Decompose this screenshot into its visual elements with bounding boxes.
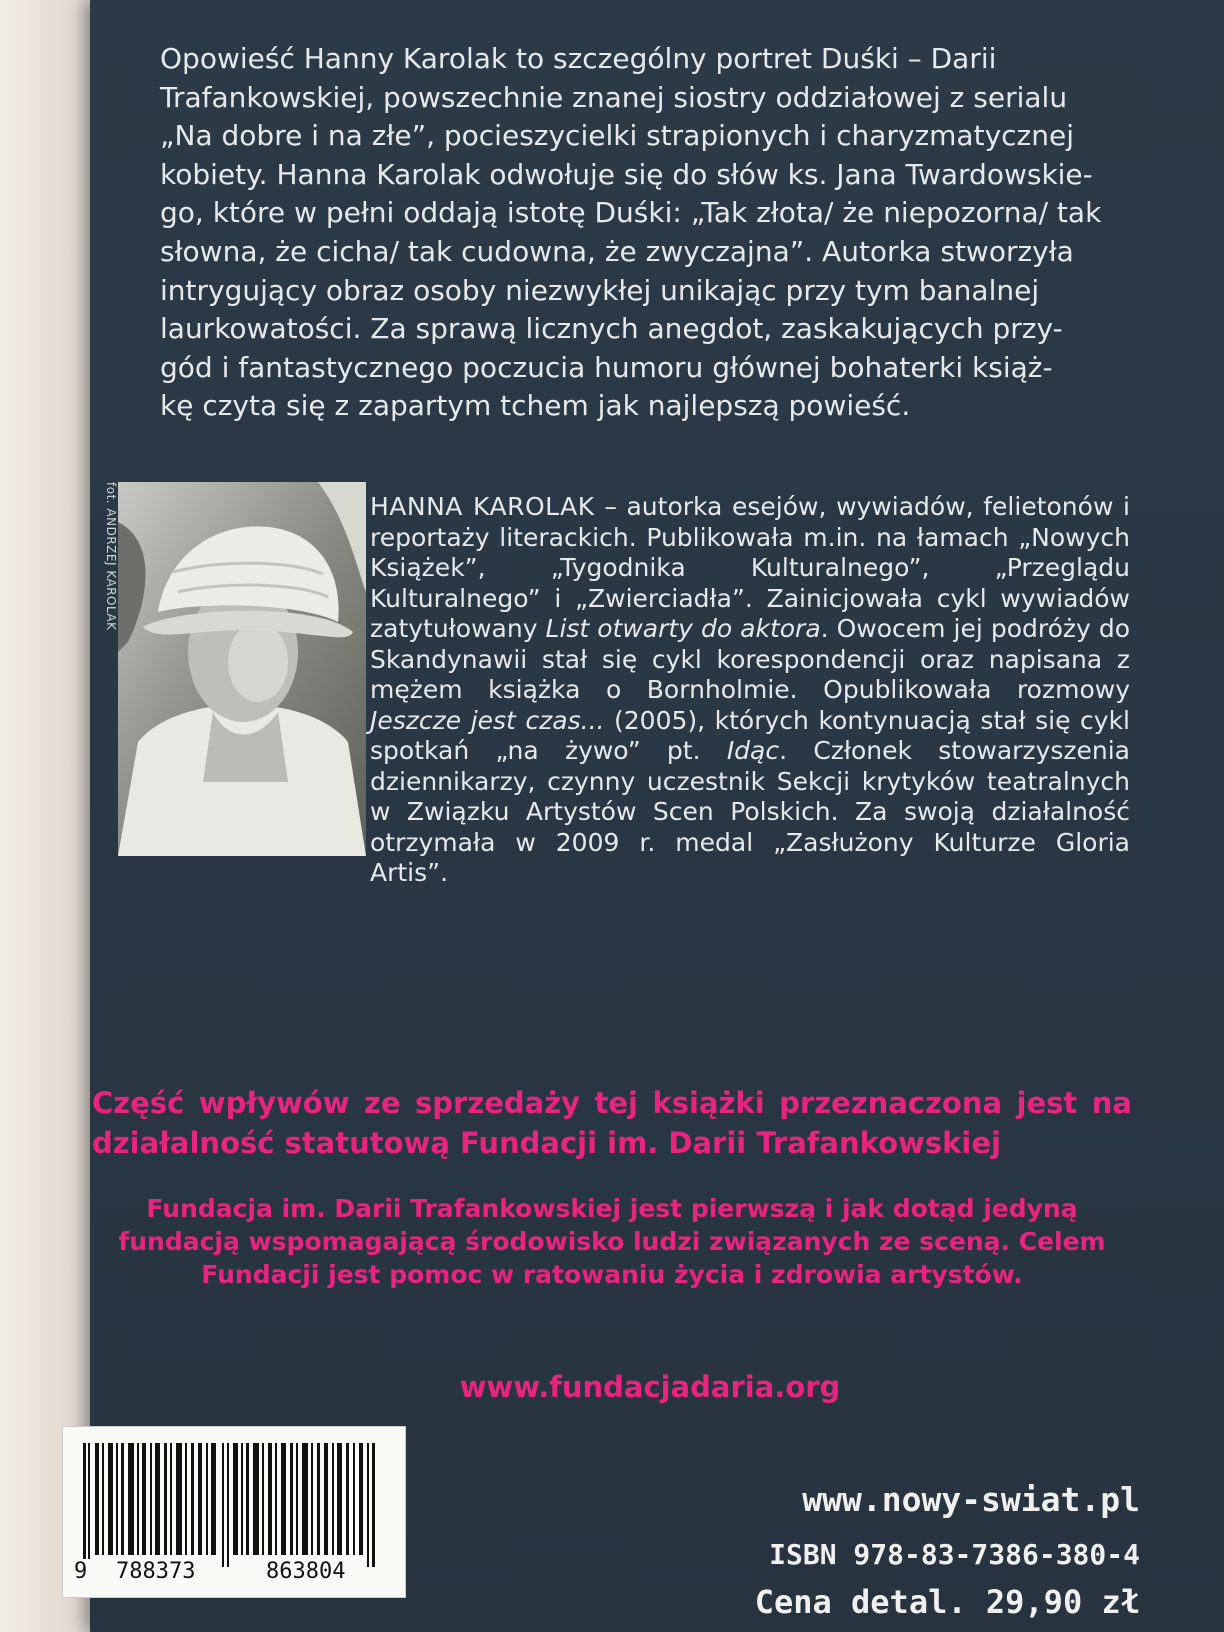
bio-title: Jeszcze jest czas... <box>370 705 605 735</box>
book-blurb <box>160 40 1130 426</box>
author-name: HANNA KAROLAK <box>370 492 595 521</box>
bio-text: – autorka esejów, wywiadów, felietonów i reportaży literackich. Publikowała m.in. na łamach „Nowych Książek”, „Tygodnika Kulturalnego”, „Przeglądu Kulturalnego” i „Zwierciadła”. Zainicjowała cykl wywiadów zatytułowany <box>370 492 1130 643</box>
barcode-bars <box>75 1443 393 1567</box>
barcode-digits <box>73 1559 395 1589</box>
publisher-url: www.nowy-swiat.pl <box>802 1480 1140 1519</box>
foundation-description: Fundacja im. Darii Trafankowskiej jest pierwszą i jak dotąd jedyną fundacją wspomagającą środowisko ludzi związanych ze sceną. Celem Fundacji jest pomoc w ratowaniu życia i zdrowia artystów. <box>118 1194 1106 1289</box>
retail-price: Cena detal. 29,90 zł <box>754 1583 1140 1621</box>
bio-title: List otwarty do aktora <box>545 614 821 643</box>
photo-credit: fot. ANDRZEJ KAROLAK <box>104 482 118 631</box>
author-photo <box>118 482 366 856</box>
author-portrait-illustration <box>118 482 366 856</box>
barcode-group-left: 788373 <box>113 1559 198 1584</box>
author-bio <box>370 492 1130 889</box>
isbn: ISBN 978-83-7386-380-4 <box>769 1538 1140 1571</box>
blurb-line: laurkowatości. Za sprawą licznych anegdot, zaskakujących przy- <box>160 312 1063 346</box>
bio-text: . Owocem jej podróży do Skandynawii stał się cykl korespondencji oraz napisana z mężem książka o Bornholmie. Opublikowała rozmowy <box>370 614 1130 704</box>
blurb-line: Opowieść Hanny Karolak to szczególny portret Duśki – Darii <box>160 42 997 75</box>
blurb-line: kę czyta się z zapartym tchem jak najlepszą powieść. <box>160 389 911 423</box>
foundation-heading: Część wpływów ze sprzedaży tej książki przeznaczona jest na działalność statutową Fundacji im. Darii Trafankowskiej <box>92 1086 1132 1160</box>
barcode-group-right: 863804 <box>263 1559 348 1584</box>
blurb-line: „Na dobre i na złe”, pocieszycielki strapionych i charyzmatycznej <box>160 119 1074 153</box>
blurb-line: intrygujący obraz osoby niezwykłej unikając przy tym banalnej <box>160 273 1040 307</box>
blurb-line: gód i fantastycznego poczucia humoru głównej bohaterki książ- <box>160 350 1053 384</box>
blurb-line: kobiety. Hanna Karolak odwołuje się do słów ks. Jana Twardowskie- <box>160 157 1093 191</box>
foundation-url: www.fundacjadaria.org <box>459 1370 841 1404</box>
blurb-line: go, które w pełni oddają istotę Duśki: „Tak złota/ że niepozorna/ tak <box>160 196 1102 230</box>
barcode <box>62 1426 406 1598</box>
bio-title: Idąc <box>726 736 780 765</box>
bio-text: (2005), których kontynuacją stał się cykl spotkań „na żywo” pt. <box>370 705 1131 765</box>
barcode-digit-first: 9 <box>71 1559 90 1584</box>
blurb-line: Trafankowskiej, powszechnie znanej siostry oddziałowej z serialu <box>160 80 1068 114</box>
blurb-line: słowna, że cicha/ tak cudowna, że zwyczajna”. Autorka stworzyła <box>160 234 1074 268</box>
background-fabric <box>0 0 100 1632</box>
bio-text: . Członek stowarzyszenia dziennikarzy, czynny uczestnik Sekcji krytyków teatralnych w Związku Artystów Scen Polskich. Za swoją działalność otrzymała w 2009 r. medal „Zasłużony Kulturze Gloria Artis”. <box>370 736 1131 887</box>
